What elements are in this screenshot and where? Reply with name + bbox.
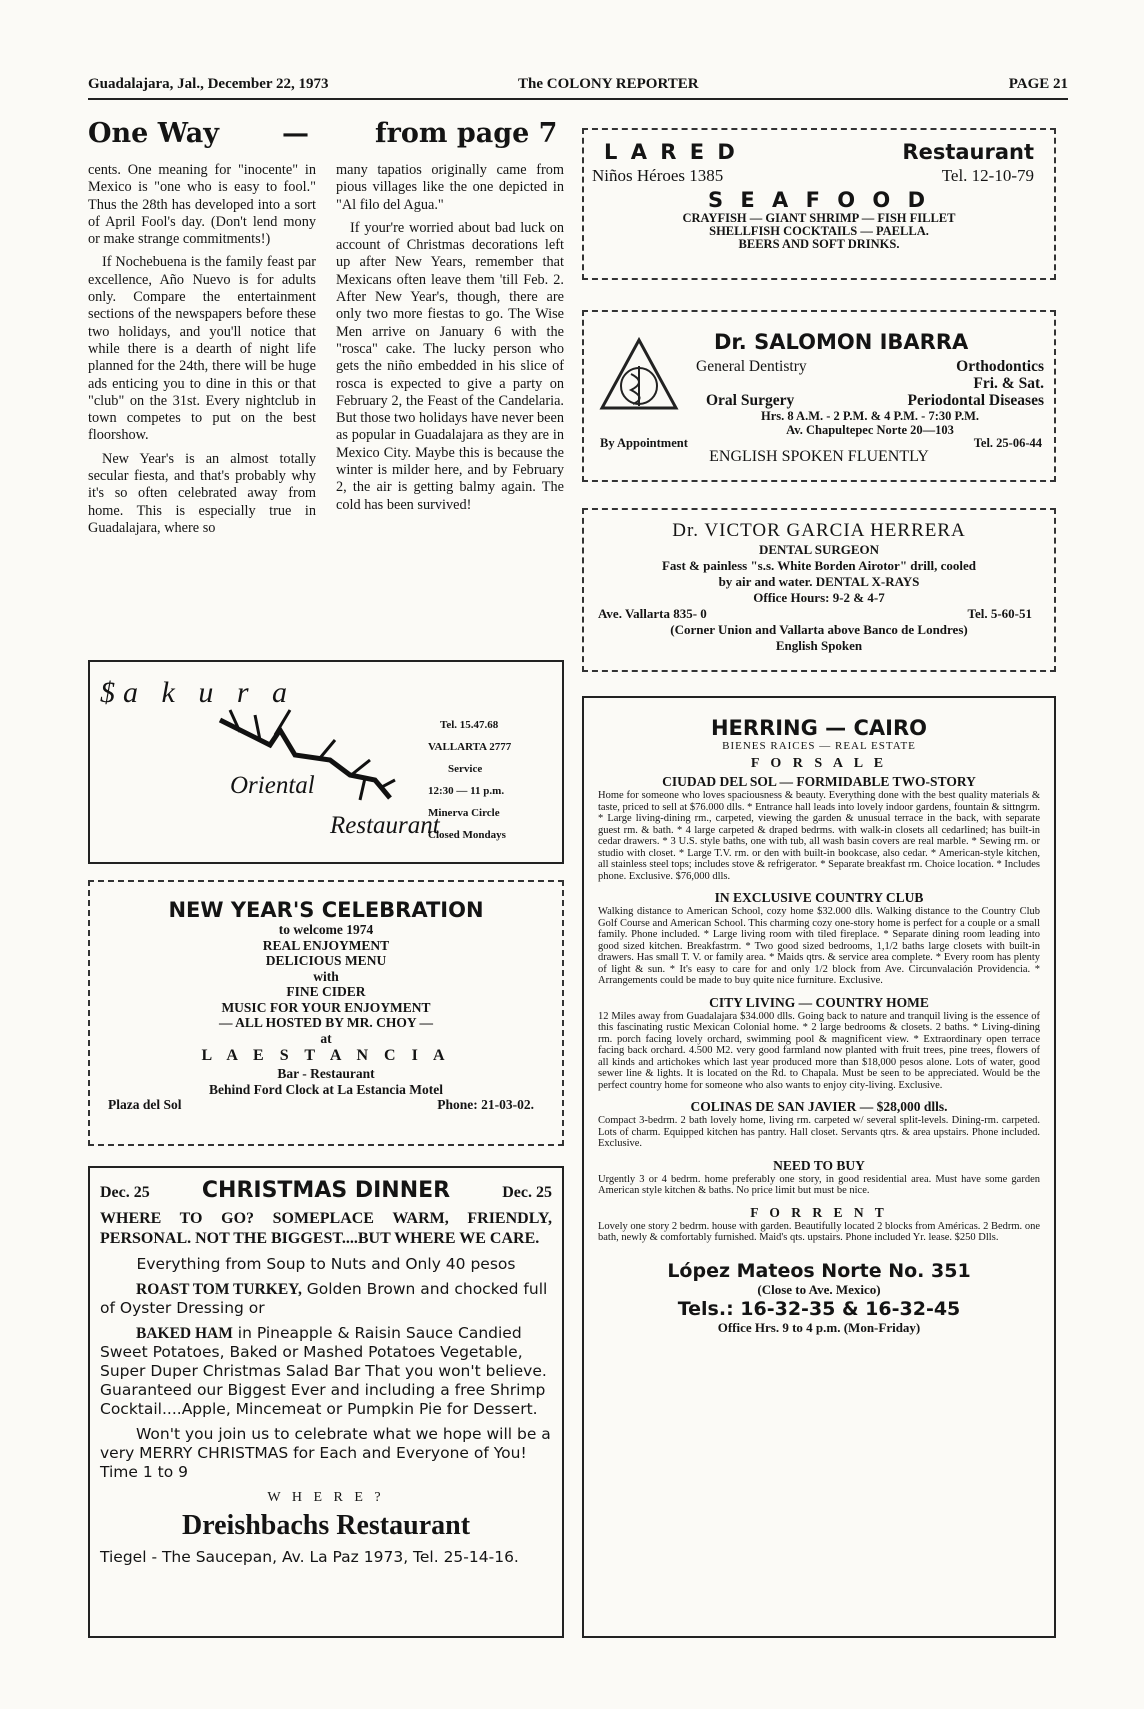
herring-address: López Mateos Norte No. 351 [667, 1259, 971, 1282]
article-paragraph: If Nochebuena is the family feast par excellence, Año Nuevo is for adults only. Compare the entertainment sections of the newspapers before these two holidays, and you'll notice that while there is a dearth of night life planned for the 24th, there will be huge ads enticing you to dine in this or that "club" on the 31st. Every nightclub in town competes to put on the best floorshow. [88, 254, 316, 444]
herring-for-sale: F O R S A L E [750, 756, 888, 771]
ibarra-english: ENGLISH SPOKEN FLUENTLY [709, 448, 929, 465]
sakura-logo: $a k u r a [100, 676, 295, 709]
ibarra-name: Dr. SALOMON IBARRA [714, 330, 969, 354]
la-red-line1: CRAYFISH — GIANT SHRIMP — FISH FILLET [682, 211, 956, 225]
newyear-line: MUSIC FOR YOUR ENJOYMENT [221, 999, 431, 1015]
page-header [88, 72, 1068, 100]
article-paragraph: cents. One meaning for "inocente" in Mexico is "one who is easy to fool." Thus the 28th has developed into a sort of April Fool's day. (Don't lend mony or make strange commitments!) [88, 162, 316, 248]
newyear-line: — ALL HOSTED BY MR. CHOY — [219, 1015, 433, 1030]
ibarra-specialty: Orthodontics [956, 358, 1044, 375]
newyear-line: FINE CIDER [286, 984, 366, 999]
article-title-right: from page 7 [375, 118, 558, 149]
ibarra-hours: Hrs. 8 A.M. - 2 P.M. & 4 P.M. - 7:30 P.M. [760, 409, 980, 423]
sakura-tel: Tel. 15.47.68 [440, 719, 499, 731]
article-paragraph: many tapatios originally came from pious villages like the one depicted in "Al filo del Agua." [336, 162, 564, 213]
listing-heading: COLINAS DE SAN JAVIER — $28,000 dlls. [690, 1099, 948, 1114]
christmas-restaurant-name: Dreishbachs Restaurant [181, 1510, 471, 1541]
garcia-tel: Tel. 5-60-51 [967, 606, 1032, 621]
la-red-line2: SHELLFISH COCKTAILS — PAELLA. [709, 224, 929, 238]
newyear-line: Behind Ford Clock at La Estancia Motel [208, 1081, 443, 1097]
article-paragraph: If your're worried about bad luck on account of Christmas decorations left up after New Years, remember that Mexicans often leave them 'till Feb. 2. After New Year's, though, there are only two more fiestas to go. The Wise Men arrive on January 6 with the "rosca" cake. The lucky person who gets the niño embedded in his slice of rosca is expected to give a party on February 2, the Feast of the Candelaria. But those two holidays have never been as popular in Guadalajara as they are in Mexico City. Maybe this is because the winter is milder here, and by February 2, the air is getting balmy again. The cold has been survived! [336, 219, 564, 513]
listing-body: 12 Miles away from Guadalajara $34.000 dlls. Going back to nature and tranquil living is the essence of this fascinating rustic Mexican Colonial home. * 2 large bedrooms & closets. 2 baths. * Living-dining rm. porch facing lovely orchard, swimming pool & magnificent view. * Extraordinary open terrace facing back orchard. 4.500 M2. very good farmland now planted with fruit trees, pine trees, flowers of all kinds and artichokes which last year produced more than $18,000 pesos alone. Lots of water, good sewer line & lights. It is located on the Rd. to Chapala. Must be seen to be appreciated. Would be the perfect country home for someone who also wants to enjoy city-living. Exclusive. [598, 1010, 1040, 1091]
newyear-line: to welcome 1974 [278, 922, 374, 937]
christmas-date: Dec. 25 [100, 1184, 150, 1201]
garcia-line: by air and water. DENTAL X-RAYS [718, 574, 920, 589]
christmas-intro: WHERE TO GO? SOMEPLACE WARM, FRIENDLY, PERSONAL. NOT THE BIGGEST....BUT WHERE WE CARE. [100, 1210, 552, 1247]
header-dateline: Guadalajara, Jal., December 22, 1973 [88, 76, 329, 92]
header-page-number: PAGE 21 [1008, 76, 1068, 92]
article-title-left: One Way [88, 118, 219, 149]
listing-heading: IN EXCLUSIVE COUNTRY CLUB [714, 890, 924, 905]
newyear-phone: Phone: 21-03-02. [437, 1097, 534, 1112]
ad-herring-cairo [582, 696, 1056, 1638]
la-red-name: L A R E D [604, 140, 738, 164]
article-column-1 [88, 162, 316, 543]
herring-title: HERRING — CAIRO [710, 716, 927, 740]
ad-new-year-celebration [88, 880, 564, 1146]
sakura-service: Service [448, 763, 483, 775]
listing-body: Compact 3-bedrm. 2 bath lovely home, living rm. carpeted w/ several split-levels. Dining-rm. carpeted. Lots of charm. Equipped kitchen has pantry. Hall closet. Servants qtrs. & area upstairs. Phone included. Exclusive. [598, 1115, 1040, 1149]
listing-heading: NEED TO BUY [773, 1157, 865, 1173]
christmas-turkey: ROAST TOM TURKEY, Golden Brown and chocked full of Oyster Dressing or [100, 1280, 548, 1317]
herring-address-note: (Close to Ave. Mexico) [757, 1281, 881, 1297]
newyear-line: REAL ENJOYMENT [262, 937, 390, 953]
newyear-title: NEW YEAR'S CELEBRATION [168, 898, 484, 922]
listing-heading: CIUDAD DEL SOL — FORMIDABLE TWO-STORY [662, 774, 976, 789]
ibarra-specialty: Periodontal Diseases [907, 392, 1044, 409]
herring-subtitle: BIENES RAICES — REAL ESTATE [722, 740, 916, 752]
ibarra-days: Fri. & Sat. [973, 375, 1044, 392]
la-red-restaurant: Restaurant [902, 140, 1034, 164]
sakura-hours: 12:30 — 11 p.m. [428, 785, 505, 797]
garcia-name: Dr. VICTOR GARCIA HERRERA [672, 520, 966, 541]
garcia-location: (Corner Union and Vallarta above Banco de Londres) [670, 622, 968, 637]
ad-dr-ibarra [582, 310, 1056, 482]
christmas-title: CHRISTMAS DINNER [201, 1178, 451, 1203]
newyear-venue: L A E S T A N C I A [201, 1047, 451, 1064]
newyear-line: at [320, 1030, 332, 1046]
la-red-seafood: S E A F O O D [707, 188, 931, 212]
herring-hours: Office Hrs. 9 to 4 p.m. (Mon-Friday) [717, 1319, 921, 1335]
listing-heading: F O R R E N T [750, 1204, 888, 1220]
ibarra-appointment: By Appointment [600, 436, 688, 450]
sakura-oriental: Oriental [230, 772, 315, 799]
sakura-address: VALLARTA 2777 [428, 741, 512, 753]
listing-body: Urgently 3 or 4 bedrm. home preferably one story, in good residential area. Must have some garden American style kitchen & baths. No price limit but must be nice. [598, 1173, 1040, 1196]
herring-phones: Tels.: 16-32-35 & 16-32-45 [677, 1297, 961, 1320]
article-paragraph: New Year's is an almost totally secular fiesta, and that's probably why it's so often celebrated away from home. This is especially true in Guadalajara, where so [88, 450, 316, 536]
garcia-address: Ave. Vallarta 835- 0 [598, 606, 707, 621]
listing-heading: CITY LIVING — COUNTRY HOME [709, 994, 929, 1010]
ibarra-specialty: General Dentistry [696, 358, 807, 375]
article-title-dash: — [282, 118, 309, 149]
ad-la-red [582, 128, 1056, 280]
newyear-line: DELICIOUS MENU [265, 953, 387, 968]
sakura-location: Minerva Circle [428, 807, 500, 819]
christmas-date: Dec. 25 [502, 1184, 552, 1201]
ibarra-tel: Tel. 25-06-44 [973, 436, 1042, 450]
christmas-price: Everything from Soup to Nuts and Only 40 pesos [136, 1255, 516, 1273]
la-red-address: Niños Héroes 1385 [592, 166, 724, 185]
sakura-restaurant: Restaurant [330, 812, 440, 839]
garcia-hours: Office Hours: 9-2 & 4-7 [753, 590, 885, 605]
sakura-closed: Closed Mondays [428, 829, 506, 841]
christmas-where: W H E R E ? [267, 1490, 385, 1505]
la-red-tel: Tel. 12-10-79 [941, 166, 1034, 185]
listing-body: Walking distance to American School, cozy home $32.000 dlls. Walking distance to the Country Club Golf Course and American School. This charming cozy one-story home is perfect for a couple or a small family. Phone included. * Large living room with tiled fireplace. * Separate dining room leading into good sized kitchen. Breakfastrm. * Two good sized bedrooms, 1,1/2 baths large closets with built-in drawers. Has small T. V. or family area. * Maids qtrs. & service area complete. * Every room has plenty of light & sun. * It's easy to care for and only 1/2 block from Ave. Circunvalación Providencia. * Arrangements could be made to buy quite nice furniture. Exclusive. [598, 906, 1040, 986]
newyear-line: with [313, 968, 339, 984]
christmas-invitation: Won't you join us to celebrate what we hope will be a very MERRY CHRISTMAS for Each and Everyone of You! Time 1 to 9 [100, 1425, 551, 1481]
ad-christmas-dinner [88, 1166, 564, 1638]
newyear-line: Bar - Restaurant [277, 1066, 375, 1081]
christmas-address: Tiegel - The Saucepan, Av. La Paz 1973, Tel. 25-14-16. [100, 1548, 519, 1566]
article-column-2 [336, 162, 564, 520]
garcia-title: DENTAL SURGEON [758, 542, 880, 557]
newyear-location: Plaza del Sol [108, 1097, 182, 1112]
listing-body: Home for someone who loves spaciousness & beauty. Everything done with the best quality materials & taste, priced to sell at $76.000 dlls. * Entrance hall leads into lovely indoor gardens, fountain & sittngrm. * Large living-dining rm., carpeted, viewing the garden & unusual terrace in the back, with separate guest rm. & bath. * 4 large carpeted & draped bedrms. with walk-in closets all cedarlined; has built-in cedar drawers. * 3 U.S. style baths, one with tub, all wash basin covers are real marble. * Sewing rm. or studio with closet. * Large T.V. rm. or den with built-in bookcase, also cedar. * American-style kitchen, all stainless steel tops; includes stove & refrigerator. * Separate breakfast rm. Choice location. * Includes phone. Exclusive. $76,000 dlls. [598, 790, 1040, 882]
ibarra-specialty: Oral Surgery [706, 392, 795, 409]
header-paper-name: The COLONY REPORTER [518, 76, 699, 92]
christmas-ham: BAKED HAM in Pineapple & Raisin Sauce Candied Sweet Potatoes, Baked or Mashed Potatoes Vegetable, Super Duper Christmas Salad Bar That you won't believe. Guaranteed our Biggest Ever and including a free Shrimp Cocktail....Apple, Mincemeat or Pumpkin Pie for Dessert. [100, 1324, 547, 1418]
ibarra-address: Av. Chapultepec Norte 20—103 [786, 423, 954, 437]
garcia-line: Fast & painless "s.s. White Borden Airotor" drill, cooled [661, 558, 977, 573]
ad-sakura [88, 660, 564, 864]
la-red-line3: BEERS AND SOFT DRINKS. [738, 237, 900, 251]
dental-emblem-icon [598, 336, 680, 412]
listing-body: Lovely one story 2 bedrm. house with garden. Beautifully located 2 blocks from Américas. 2 Bedrm. one bath, newly & comfortably furnished. Maid's qts. upstairs. Phone included Yr. lease. $250 Dlls. [598, 1220, 1040, 1243]
garcia-english: English Spoken [775, 638, 863, 653]
ad-dr-garcia-herrera [582, 508, 1056, 672]
